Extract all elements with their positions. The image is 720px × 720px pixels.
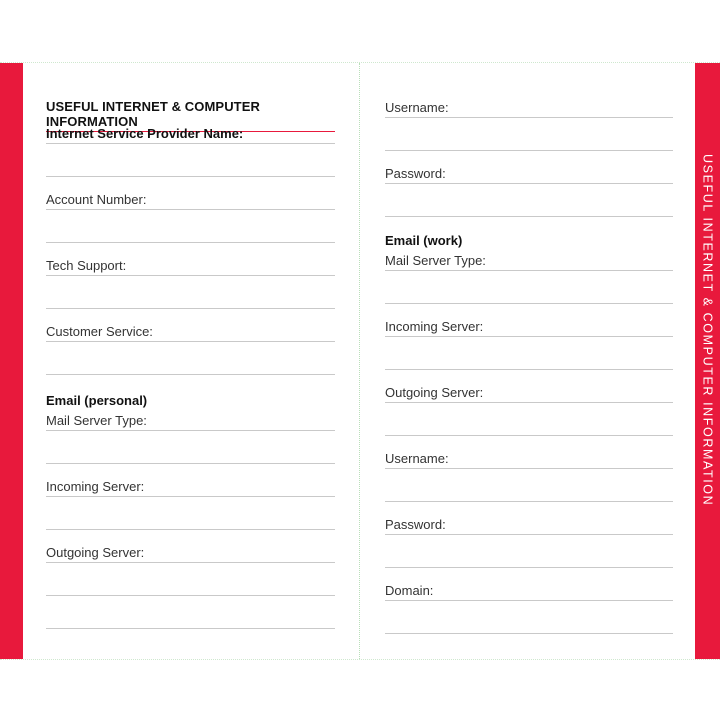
password-line-2[interactable] bbox=[385, 216, 673, 217]
domain-line-2[interactable] bbox=[385, 633, 673, 634]
personal-outgoing-server-line-1[interactable] bbox=[46, 562, 335, 563]
isp-line-1[interactable] bbox=[46, 143, 335, 144]
work-password-line-2[interactable] bbox=[385, 567, 673, 568]
personal-mail-server-type-line-1[interactable] bbox=[46, 430, 335, 431]
username-line-2[interactable] bbox=[385, 150, 673, 151]
work-password-line-1[interactable] bbox=[385, 534, 673, 535]
work-incoming-server-label: Incoming Server: bbox=[385, 319, 484, 334]
side-tab-title: USEFUL INTERNET & COMPUTER INFORMATION bbox=[700, 153, 715, 507]
account-number-label: Account Number: bbox=[46, 192, 147, 207]
left-accent-stripe bbox=[0, 63, 23, 659]
work-username-line-2[interactable] bbox=[385, 501, 673, 502]
personal-incoming-server-line-2[interactable] bbox=[46, 529, 335, 530]
username-label: Username: bbox=[385, 100, 449, 115]
personal-outgoing-server-label: Outgoing Server: bbox=[46, 545, 145, 560]
planner-spread bbox=[0, 62, 720, 660]
account-number-line-2[interactable] bbox=[46, 242, 335, 243]
work-incoming-server-line-2[interactable] bbox=[385, 369, 673, 370]
work-incoming-server-line-1[interactable] bbox=[385, 336, 673, 337]
personal-outgoing-server-line-2[interactable] bbox=[46, 595, 335, 596]
work-outgoing-server-label: Outgoing Server: bbox=[385, 385, 484, 400]
work-mail-server-type-line-2[interactable] bbox=[385, 303, 673, 304]
account-number-line-1[interactable] bbox=[46, 209, 335, 210]
work-password-label: Password: bbox=[385, 517, 446, 532]
personal-incoming-server-line-1[interactable] bbox=[46, 496, 335, 497]
isp-line-2[interactable] bbox=[46, 176, 335, 177]
personal-mail-server-type-line-2[interactable] bbox=[46, 463, 335, 464]
section-heading: USEFUL INTERNET & COMPUTER INFORMATION bbox=[46, 99, 335, 132]
tech-support-line-2[interactable] bbox=[46, 308, 335, 309]
tech-support-label: Tech Support: bbox=[46, 258, 127, 273]
customer-service-line-2[interactable] bbox=[46, 374, 335, 375]
email-work-heading: Email (work) bbox=[385, 233, 463, 248]
isp-label: Internet Service Provider Name: bbox=[46, 126, 244, 141]
personal-outgoing-server-line-3[interactable] bbox=[46, 628, 335, 629]
work-username-label: Username: bbox=[385, 451, 449, 466]
work-mail-server-type-label: Mail Server Type: bbox=[385, 253, 486, 268]
email-personal-heading: Email (personal) bbox=[46, 393, 148, 408]
username-line-1[interactable] bbox=[385, 117, 673, 118]
side-tab bbox=[695, 63, 720, 659]
personal-mail-server-type-label: Mail Server Type: bbox=[46, 413, 147, 428]
password-label: Password: bbox=[385, 166, 446, 181]
customer-service-line-1[interactable] bbox=[46, 341, 335, 342]
page-fold bbox=[359, 63, 360, 659]
password-line-1[interactable] bbox=[385, 183, 673, 184]
work-username-line-1[interactable] bbox=[385, 468, 673, 469]
work-outgoing-server-line-1[interactable] bbox=[385, 402, 673, 403]
domain-line-1[interactable] bbox=[385, 600, 673, 601]
work-outgoing-server-line-2[interactable] bbox=[385, 435, 673, 436]
personal-incoming-server-label: Incoming Server: bbox=[46, 479, 145, 494]
work-mail-server-type-line-1[interactable] bbox=[385, 270, 673, 271]
domain-label: Domain: bbox=[385, 583, 434, 598]
tech-support-line-1[interactable] bbox=[46, 275, 335, 276]
customer-service-label: Customer Service: bbox=[46, 324, 153, 339]
